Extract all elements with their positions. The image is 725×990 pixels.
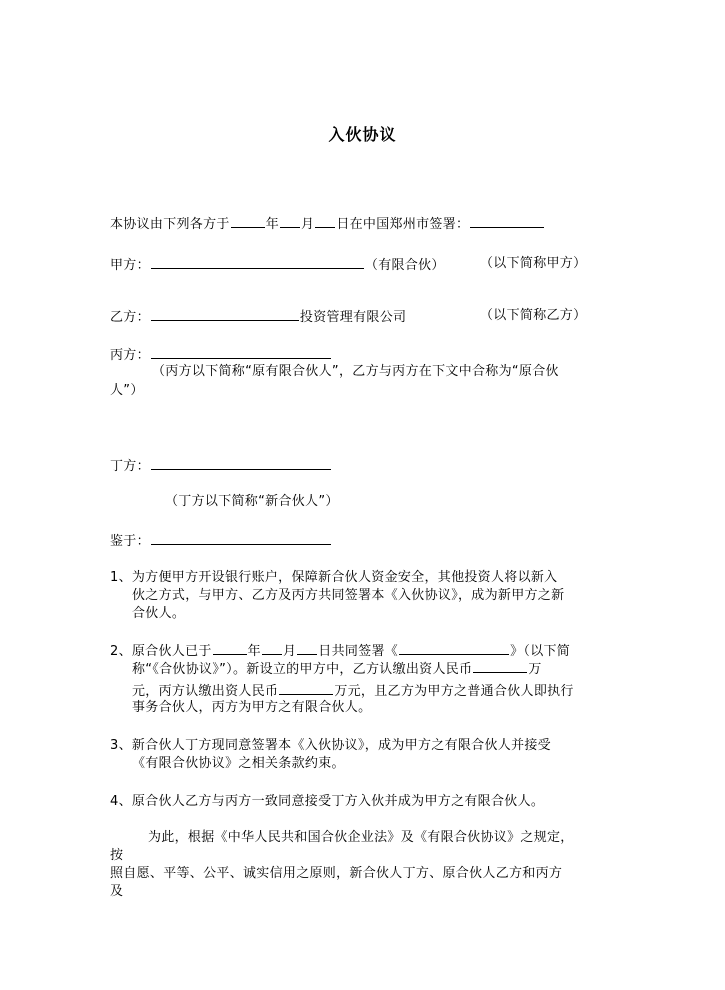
clause-2-blank-month: [262, 642, 282, 655]
party-d-note: （丁方以下简称“新合伙人”）: [165, 494, 339, 509]
witness-blank: [151, 532, 331, 545]
closing-line-3: 照自愿、平等、公平、诚实信用之原则，新合伙人丁方、原合伙人乙方和丙方: [110, 866, 563, 881]
witness-line: [110, 532, 332, 550]
blank-day: [315, 215, 335, 228]
clause-2-blank-year: [213, 642, 247, 655]
clause-2-a: 2、原合伙人已于: [110, 644, 212, 659]
party-b-note: （以下简称乙方）: [480, 308, 587, 323]
clause-1-line-1: 1、为方便甲方开设银行账户，保障新合伙人资金安全，其他投资人将以新入: [110, 570, 558, 585]
intro-day: 日在中国郑州市签署：: [336, 217, 470, 232]
intro-month: 月: [301, 217, 315, 232]
clause-2-line-2: [132, 660, 542, 678]
clause-4: 4、原合伙人乙方与丙方一致同意接受丁方入伙并成为甲方之有限合伙人。: [110, 794, 545, 809]
clause-2-e: 》（以下简: [510, 644, 571, 659]
clause-2-line-4: 事务合伙人，丙方为甲方之有限合伙人。: [132, 700, 372, 715]
clause-2-d: 日共同签署《: [318, 644, 399, 659]
blank-sign-place: [470, 215, 544, 228]
clause-2-blank-day: [297, 642, 317, 655]
party-d-line: [110, 457, 332, 475]
clause-3-line-1: 3、新合伙人丁方现同意签署本《入伙协议》，成为甲方之有限合伙人并接受: [110, 738, 551, 753]
party-c-label: 丙方：: [110, 348, 150, 363]
clause-2-line-3b: 万元，且乙方为甲方之普通合伙人即执行: [334, 684, 574, 699]
blank-day-prefix: [231, 215, 265, 228]
clause-2-line-2b: 万: [528, 662, 542, 677]
party-a-blank: [151, 256, 364, 269]
clause-2-b: 年: [247, 644, 261, 659]
party-d-blank: [151, 457, 331, 470]
intro-text: 本协议由下列各方于: [110, 217, 230, 232]
party-b-label: 乙方：: [110, 310, 150, 325]
intro-line: [110, 215, 545, 233]
clause-2-c: 月: [282, 644, 297, 659]
party-b-company: 投资管理有限公司: [299, 310, 407, 325]
party-b-line: [110, 308, 406, 326]
document-title: 入伙协议: [328, 125, 397, 144]
clause-2-blank-amount-b: [473, 660, 527, 673]
closing-line-1: 为此，根据《中华人民共和国合伙企业法》及《有限合伙协议》之规定，: [148, 830, 574, 845]
clause-2-line-2a: 称“《合伙协议》”）。新设立的甲方中，乙方认缴出资人民币: [132, 662, 473, 677]
witness-label: 鉴于：: [110, 534, 150, 549]
clause-1-line-3: 合伙人。: [132, 606, 186, 621]
party-c-note-2: 人”）: [110, 383, 144, 398]
closing-line-2: 按: [110, 848, 124, 863]
blank-month: [280, 215, 300, 228]
clause-2-line-1: [110, 642, 570, 660]
clause-2-line-3: [132, 682, 574, 700]
party-a-suffix: （有限合伙）: [364, 258, 445, 273]
party-c-note-1: （丙方以下简称“原有限合伙人”，乙方与丙方在下文中合称为“原合伙: [152, 364, 559, 379]
closing-line-4: 及: [110, 884, 124, 899]
party-c-line: [110, 346, 332, 364]
party-a-note: （以下简称甲方）: [480, 256, 587, 271]
party-c-blank: [151, 346, 331, 359]
clause-2-line-3a: 元，丙方认缴出资人民币: [132, 684, 279, 699]
party-b-blank: [151, 308, 299, 321]
intro-year: 年: [265, 217, 280, 232]
party-a-line: [110, 256, 445, 274]
clause-3-line-2: 《有限合伙协议》之相关条款约束。: [132, 756, 345, 771]
clause-2-blank-amount-c: [279, 682, 333, 695]
party-d-label: 丁方：: [110, 459, 150, 474]
clause-2-blank-agreement: [399, 642, 509, 655]
party-a-label: 甲方：: [110, 258, 150, 273]
clause-1-line-2: 伙之方式，与甲方、乙方及丙方共同签署本《入伙协议》，成为新甲方之新: [132, 588, 565, 603]
